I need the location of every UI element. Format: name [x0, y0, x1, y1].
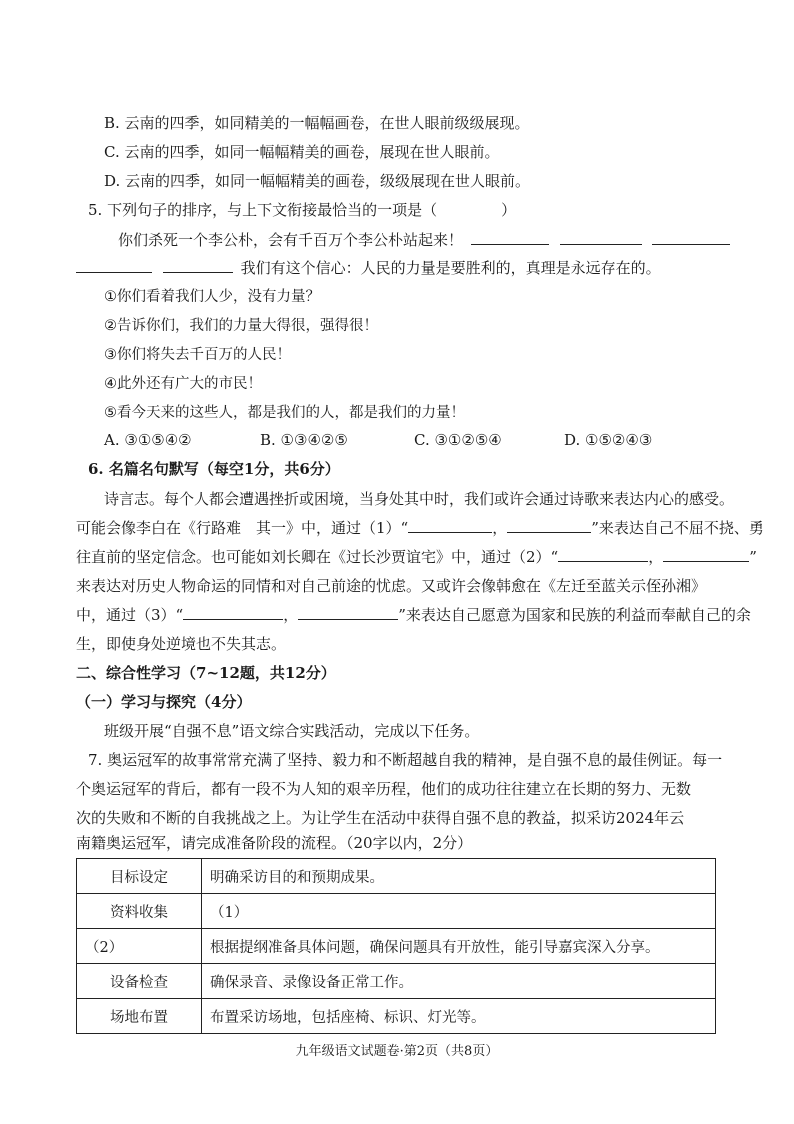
- q5-passage-line2: 我们有这个信心：人民的力量是要胜利的，真理是永远存在的。: [76, 258, 661, 278]
- q4-option-d: D. 云南的四季，如同一幅幅精美的画卷，级级展现在世人眼前。: [104, 172, 531, 190]
- q5-option-b[interactable]: B. ①③④②⑤: [260, 431, 348, 449]
- q5-option-c[interactable]: C. ③①②⑤④: [414, 431, 502, 449]
- section2-subtitle: （一）学习与探究（4分）: [76, 693, 252, 711]
- q6-para-line2: 可能会像李白在《行路难 其一》中，通过（1）“ ， ”来表达自己不屈不挠、勇: [76, 519, 764, 537]
- q5-blank-5[interactable]: [163, 258, 233, 273]
- section2-title: 二、综合性学习（7~12题，共12分）: [76, 664, 336, 682]
- interview-prep-table: [76, 858, 716, 1034]
- table-cell-content: 布置采访场地，包括座椅、标识、灯光等。: [202, 999, 716, 1034]
- table-row: [77, 999, 716, 1034]
- q4-option-c: C. 云南的四季，如同一幅幅精美的画卷，展现在世人眼前。: [104, 143, 500, 161]
- q6-para-line6: 生，即使身处逆境也不失其志。: [76, 635, 287, 653]
- table-cell-answer-1[interactable]: （1）: [202, 894, 716, 929]
- q6-title: 6. 名篇名句默写（每空1分，共6分）: [88, 460, 340, 478]
- q5-sentence-5: ⑤看今天来的这些人，都是我们的人，都是我们的力量！: [104, 405, 465, 421]
- table-cell-step: 目标设定: [77, 859, 202, 894]
- table-cell-content: 明确采访目的和预期成果。: [202, 859, 716, 894]
- q5-option-a[interactable]: A. ③①⑤④②: [104, 431, 192, 449]
- table-row: [77, 964, 716, 999]
- q7-line3: 次的失败和不断的自我挑战之上。为让学生在活动中获得自强不息的教益，拟采访2024年云: [76, 809, 685, 827]
- q6-para-line1: 诗言志。每个人都会遭遇挫折或困境，当身处其中时，我们或许会通过诗歌来表达内心的感受。: [104, 490, 735, 508]
- table-cell-step: 设备检查: [77, 964, 202, 999]
- q5-options: [104, 430, 652, 450]
- page-footer: 九年级语文试题卷·第2页（共8页）: [295, 1044, 499, 1059]
- q5-sentence-3: ③你们将失去千百万的人民！: [104, 347, 291, 363]
- section2-intro: 班级开展“自强不息”语文综合实践活动，完成以下任务。: [104, 722, 480, 740]
- table-row: [77, 894, 716, 929]
- q6-blank-3[interactable]: [558, 547, 648, 562]
- q7-line1: 7. 奥运冠军的故事常常充满了坚持、毅力和不断超越自我的精神，是自强不息的最佳例证。每一: [88, 751, 723, 769]
- q4-option-b: B. 云南的四季，如同精美的一幅幅画卷，在世人眼前级级展现。: [104, 114, 530, 132]
- q6-blank-5[interactable]: [183, 605, 283, 620]
- table-cell-content: 确保录音、录像设备正常工作。: [202, 964, 716, 999]
- q5-sentence-4: ④此外还有广大的市民！: [104, 376, 262, 392]
- q6-blank-6[interactable]: [298, 605, 398, 620]
- table-row: [77, 859, 716, 894]
- q6-blank-1[interactable]: [408, 518, 492, 533]
- q6-para-line3: 往直前的坚定信念。也可能如刘长卿在《过长沙贾谊宅》中，通过（2）“ ， ”: [76, 548, 757, 566]
- q5-sentence-1: ①你们看着我们人少，没有力量？: [104, 289, 320, 305]
- table-cell-content: 根据提纲准备具体问题，确保问题具有开放性，能引导嘉宾深入分享。: [202, 929, 716, 964]
- q5-blank-3[interactable]: [652, 230, 730, 245]
- table-row: [77, 929, 716, 964]
- q5-sentence-2: ②告诉你们，我们的力量大得很，强得很！: [104, 318, 378, 334]
- q5-passage-line1: 你们杀死一个李公朴，会有千百万个李公朴站起来！: [118, 230, 733, 250]
- q6-para-line4: 来表达对历史人物命运的同情和对自己前途的忧虑。又或许会像韩愈在《左迁至蓝关示侄孙湘》: [76, 577, 707, 595]
- table-cell-step: 资料收集: [77, 894, 202, 929]
- table-cell-step: 场地布置: [77, 999, 202, 1034]
- q6-blank-4[interactable]: [663, 547, 749, 562]
- q7-line2: 个奥运冠军的背后，都有一段不为人知的艰辛历程，他们的成功往往建立在长期的努力、无数: [76, 780, 692, 798]
- q6-blank-2[interactable]: [507, 518, 591, 533]
- q5-option-d[interactable]: D. ①⑤②④③: [564, 431, 653, 449]
- q6-para-line5: 中，通过（3）“ ， ”来表达自己愿意为国家和民族的利益而奉献自己的余: [76, 606, 751, 624]
- q5-blank-4[interactable]: [76, 258, 152, 273]
- table-cell-answer-2[interactable]: （2）: [77, 929, 202, 964]
- q5-stem: 5. 下列句子的排序，与上下文衔接最恰当的一项是（ ）: [88, 201, 517, 219]
- q7-line4: 南籍奥运冠军，请完成准备阶段的流程。（20字以内，2分）: [76, 834, 473, 852]
- q5-blank-2[interactable]: [560, 230, 642, 245]
- q5-blank-1[interactable]: [471, 230, 549, 245]
